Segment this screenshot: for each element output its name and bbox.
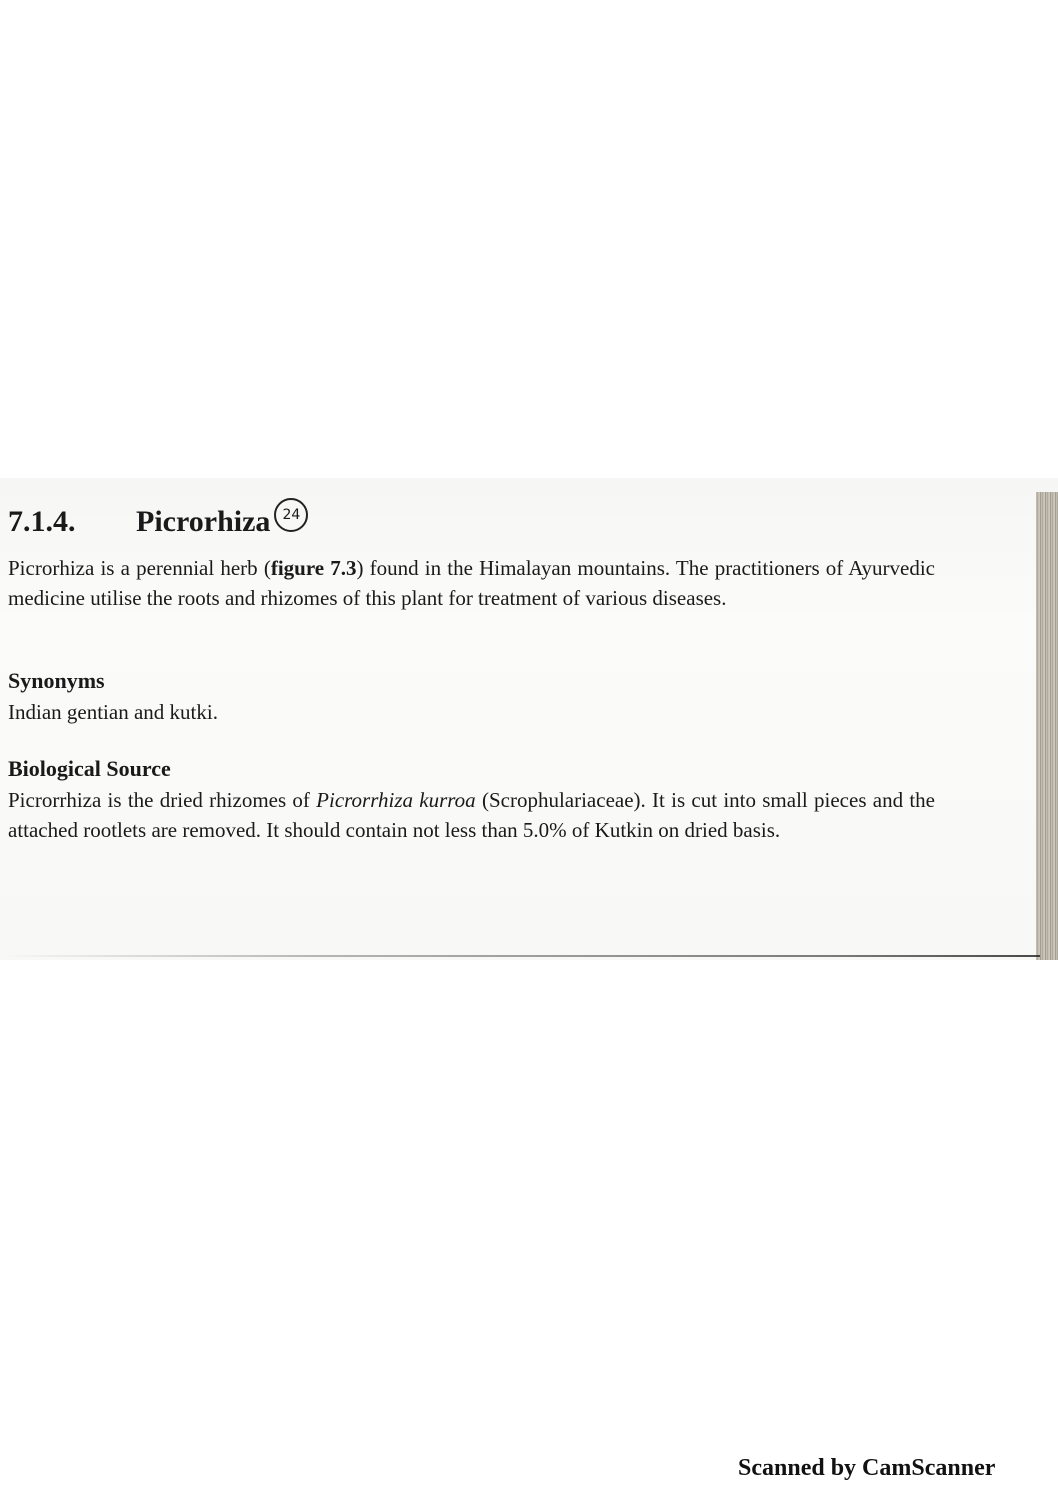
section-heading [8,505,308,539]
bio-source-text-part2: (Scrophulariaceae). It is cut into small pieces and the attached rootlets are removed. It should contain not less than 5.0% of Kutkin on dried basis. [8,788,936,842]
handwritten-annotation: 24 [274,498,308,532]
synonyms-heading: Synonyms [8,668,105,693]
biological-source-paragraph [8,785,935,845]
species-name: Picrorrhiza kurroa [316,788,476,812]
bio-source-text-part1: Picrorrhiza is the dried rhizomes of [8,788,317,812]
figure-reference: figure 7.3 [270,556,357,580]
section-number: 7.1.4. [8,505,76,538]
synonyms-text: Indian gentian and kutki. [8,700,218,724]
book-page-edge [1036,492,1058,960]
intro-paragraph [8,553,935,613]
biological-source-heading: Biological Source [8,756,171,781]
scan-shadow-line [0,955,1040,957]
intro-text-part1: Picrorhiza is a perennial herb ( [8,556,271,580]
section-title: Picrorhiza [136,505,271,538]
scanner-watermark: Scanned by CamScanner [738,1455,996,1481]
intro-text-part2: ) found in the Himalayan mountains. The practitioners of Ayurvedic medicine utilise the roots and rhizomes of this plant for treatment of various diseases. [8,556,935,610]
